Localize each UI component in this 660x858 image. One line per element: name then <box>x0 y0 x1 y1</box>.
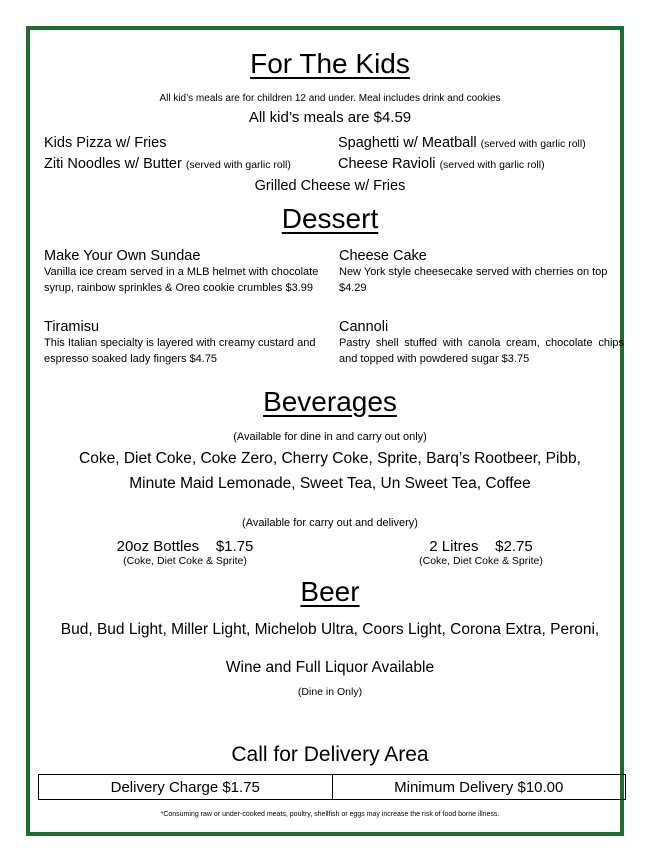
kids-note: All kid’s meals are for children 12 and under. Meal includes drink and cookies <box>159 93 501 104</box>
delivery-charge: Delivery Charge $1.75 <box>110 778 260 796</box>
dessert-title: Dessert <box>281 203 379 234</box>
food-safety-disclaimer: *Consuming raw or under-cooked meats, poultry, shellfish or eggs may increase the risk of food borne illness. <box>160 811 500 818</box>
beverages-title: Beverages <box>263 386 397 417</box>
dessert-item: Cheese Cake New York style cheesecake served with cherries on top $4.29 <box>339 248 608 294</box>
dessert-item: Make Your Own Sundae Vanilla ice cream served in a MLB helmet with chocolate syrup, rainbow sprinkles & Oreo cookie crumbles $3.99 <box>44 248 319 294</box>
beverages-carry-note: (Available for carry out and delivery) <box>242 517 418 529</box>
beer-title: Beer <box>300 576 360 607</box>
dessert-item: Cannoli Pastry shell stuffed with canola cream, chocolate chips and topped with powdered sugar $3.75 <box>339 319 624 365</box>
delivery-table <box>38 774 626 800</box>
kids-item: Ziti Noodles w/ Butter (served with garlic roll) <box>44 156 291 172</box>
wine-note: (Dine in Only) <box>297 686 363 698</box>
beer-list: Bud, Bud Light, Miller Light, Michelob Ultra, Coors Light, Corona Extra, Peroni, <box>60 621 600 638</box>
bottle-option: 2 Litres $2.75 (Coke, Diet Coke & Sprite) <box>419 538 543 567</box>
kids-item: Spaghetti w/ Meatball (served with garlic roll) <box>338 135 586 151</box>
beverages-line: Minute Maid Lemonade, Sweet Tea, Un Sweet Tea, Coffee <box>129 475 531 492</box>
kids-price: All kid’s meals are $4.59 <box>248 109 412 126</box>
dessert-item: Tiramisu This Italian specialty is layered with creamy custard and espresso soaked lady fingers $4.75 <box>44 319 316 365</box>
wine-liquor-line: Wine and Full Liquor Available <box>225 659 435 676</box>
beverages-line: Coke, Diet Coke, Coke Zero, Cherry Coke, Sprite, Barq’s Rootbeer, Pibb, <box>79 450 581 467</box>
beverages-dine-note: (Available for dine in and carry out only) <box>233 431 427 443</box>
kids-item: Grilled Cheese w/ Fries <box>254 178 406 194</box>
kids-item: Kids Pizza w/ Fries <box>44 135 167 151</box>
delivery-heading: Call for Delivery Area <box>231 743 429 766</box>
kids-item: Cheese Ravioli (served with garlic roll) <box>338 156 545 172</box>
minimum-delivery: Minimum Delivery $10.00 <box>332 775 626 799</box>
kids-title: For The Kids <box>250 48 410 79</box>
bottle-option: 20oz Bottles $1.75 (Coke, Diet Coke & Sprite) <box>116 538 254 567</box>
